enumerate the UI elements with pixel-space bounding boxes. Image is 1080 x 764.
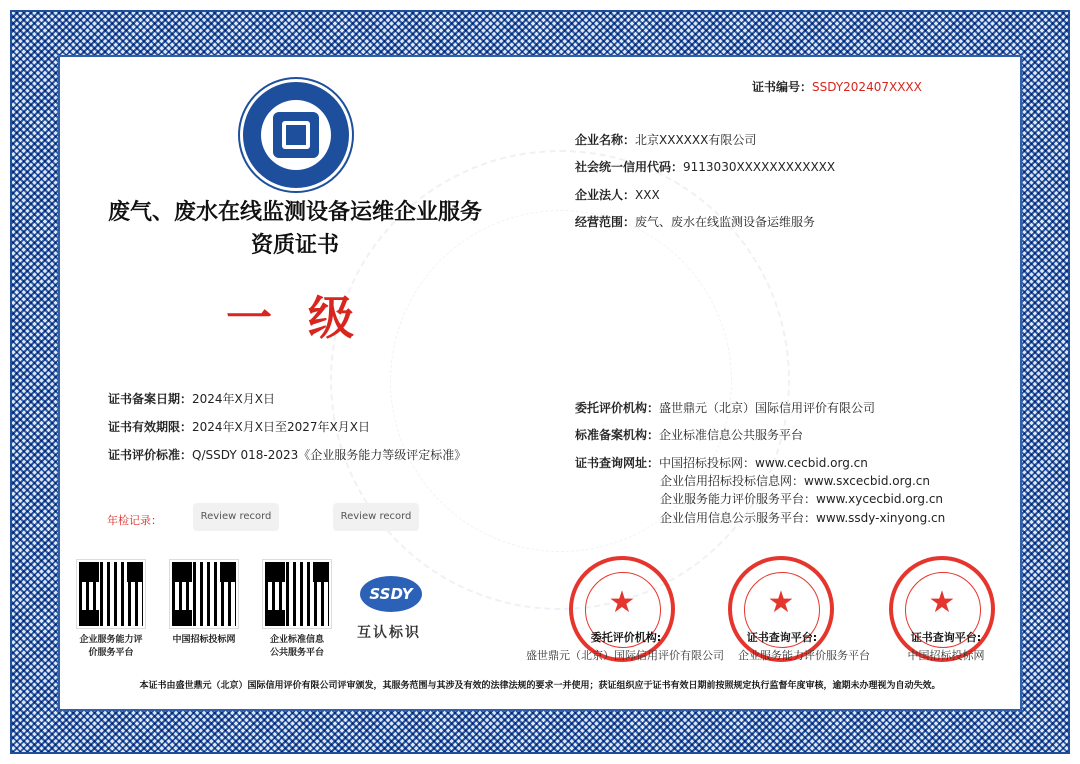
qr-caption-line: 企业标准信息 [269, 635, 324, 645]
grade-level: 一 级 [225, 291, 364, 345]
mutual-recognition-label: 互认标识 [357, 625, 421, 641]
business-scope-label: 经营范围： [575, 215, 636, 229]
title-line-2: 资质证书 [250, 233, 339, 258]
standard-label: 证书评价标准： [108, 448, 193, 462]
credit-code-row [575, 158, 835, 175]
legal-person-label: 企业法人： [575, 188, 636, 202]
qr-caption [252, 634, 342, 660]
query-site-label-row [575, 454, 868, 471]
standard: Q/SSDY 018-2023《企业服务能力等级评定标准》 [192, 448, 467, 462]
filing-date-row [108, 390, 275, 407]
qr-caption-line: 中国招标投标网 [172, 635, 236, 645]
credit-code-label: 社会统一信用代码： [575, 160, 684, 174]
footer-note: 本证书由盛世鼎元（北京）国际信用评价有限公司评审颁发，其服务范围与其涉及有效的法律法规的要求一并使用；获证组织应于证书有效日期前按照规定执行监督年度审核，逾期未办理视为自动失效。 [139, 681, 941, 691]
filing-org-label: 标准备案机构： [575, 428, 660, 442]
qr-code [263, 560, 331, 628]
certificate-number [752, 78, 922, 95]
seal-role: 委托评价机构: [590, 631, 662, 644]
query-site-label: 证书查询网址： [575, 456, 660, 470]
legal-person-row [575, 186, 660, 203]
evaluator-row [575, 399, 875, 416]
qr-code [77, 560, 145, 628]
title-line-1: 废气、废水在线监测设备运维企业服务 [107, 200, 482, 225]
evaluator: 盛世鼎元（北京）国际信用评价有限公司 [659, 401, 876, 415]
validity: 2024年X月X日至2027年X月X日 [192, 420, 370, 434]
evaluator-label: 委托评价机构： [575, 401, 660, 415]
review-record-button[interactable]: Review record [193, 503, 279, 531]
star-icon: ★ [767, 585, 795, 620]
query-site[interactable]: 企业信用招标投标信息网：www.sxcecbid.org.cn [660, 474, 930, 488]
qr-caption-line: 企业服务能力评 [79, 635, 143, 645]
issuer-logo [240, 79, 352, 191]
business-scope-row [575, 213, 815, 230]
business-scope: 废气、废水在线监测设备运维服务 [635, 215, 816, 229]
legal-person: XXX [635, 188, 660, 202]
query-site[interactable]: 企业服务能力评价服务平台：www.xycecbid.org.cn [660, 492, 944, 506]
certificate-title [60, 196, 530, 262]
seal-org: 盛世鼎元（北京）国际信用评价有限公司 [526, 649, 724, 662]
review-record-button[interactable]: Review record [333, 503, 419, 531]
company-name: 北京XXXXXX有限公司 [635, 133, 757, 147]
standard-row [108, 446, 466, 463]
validity-label: 证书有效期限： [108, 420, 193, 434]
seal-org: 企业服务能力评价服务平台 [738, 649, 870, 662]
query-site[interactable]: 中国招标投标网：www.cecbid.org.cn [659, 456, 868, 470]
certificate-number-value: SSDY202407XXXX [812, 80, 922, 94]
company-name-label: 企业名称： [575, 133, 636, 147]
qr-caption-line: 价服务平台 [88, 648, 134, 658]
validity-row [108, 418, 370, 435]
star-icon: ★ [928, 585, 956, 620]
seal-role: 证书查询平台: [746, 631, 818, 644]
qr-caption [66, 634, 156, 660]
seal-org: 中国招标投标网 [907, 649, 985, 662]
qr-code [170, 560, 238, 628]
company-name-row [575, 131, 756, 148]
star-icon: ★ [608, 585, 636, 620]
certificate-number-label: 证书编号： [752, 80, 813, 94]
review-record-label: 年检记录： [107, 514, 162, 527]
filing-date: 2024年X月X日 [192, 392, 275, 406]
filing-date-label: 证书备案日期： [108, 392, 193, 406]
ssdy-logo: SSDY [360, 576, 422, 612]
query-site[interactable]: 企业信用信息公示服务平台：www.ssdy-xinyong.cn [660, 511, 946, 525]
qr-caption [159, 634, 249, 647]
credit-code: 9113030XXXXXXXXXXXX [683, 160, 836, 174]
filing-org: 企业标准信息公共服务平台 [659, 428, 804, 442]
qr-caption-line: 公共服务平台 [269, 648, 324, 658]
seal-role: 证书查询平台: [910, 631, 982, 644]
filing-org-row [575, 426, 803, 443]
